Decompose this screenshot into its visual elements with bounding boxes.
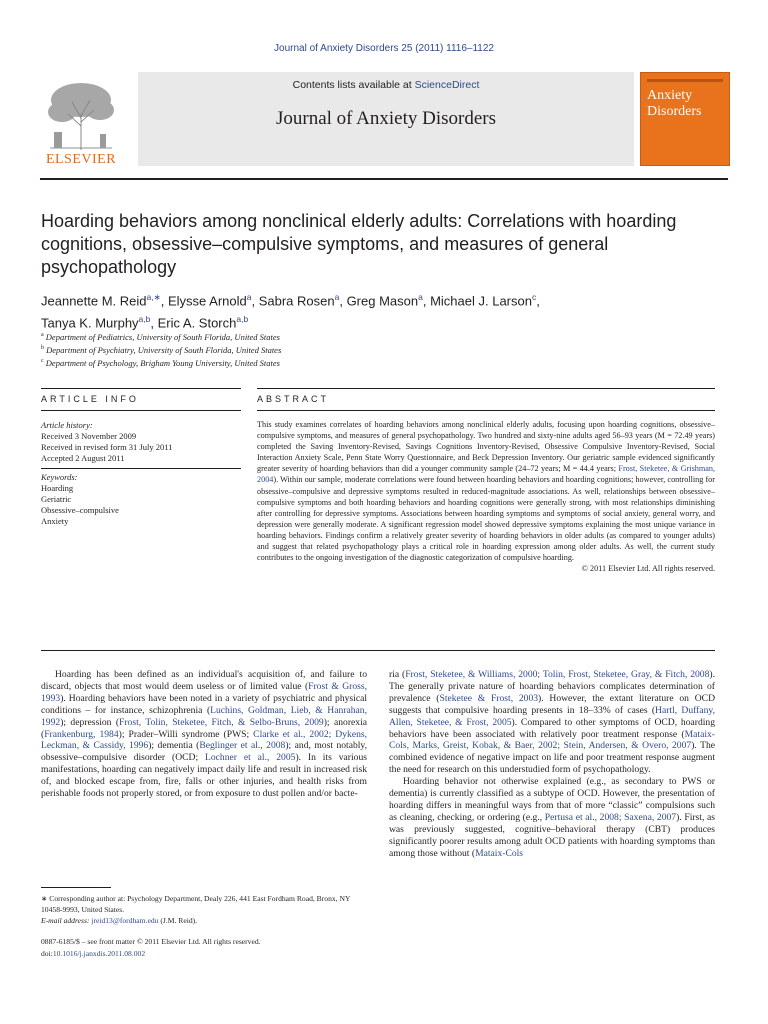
affiliation-b: $^b$ Department of Psychiatry, University of South Florida, United States: [41, 344, 282, 355]
contents-line: [138, 79, 634, 91]
citation-link[interactable]: Clarke et al., 2002; Dykens, Leckman, & Cassidy, 1996: [41, 728, 368, 752]
citation-link[interactable]: Steketee & Frost, 2003: [439, 692, 539, 704]
front-matter-info: [41, 936, 371, 960]
tree-icon: [40, 80, 122, 152]
cover-title-line2: Disorders: [647, 104, 702, 119]
cover-stripe: [647, 79, 723, 82]
article-info-subrule: [41, 410, 241, 411]
email-link[interactable]: jreid13@fordham.edu: [91, 916, 159, 925]
author-affil-mark[interactable]: a: [334, 292, 340, 302]
keyword: Hoarding: [41, 483, 74, 493]
affiliation-c: $^c$ Department of Psychology, Brigham Young University, United States: [41, 357, 280, 368]
journal-reference[interactable]: Journal of Anxiety Disorders 25 (2011) 1116–1122: [274, 43, 494, 54]
sciencedirect-link[interactable]: ScienceDirect: [414, 79, 480, 91]
author-name[interactable]: Sabra Rosen: [258, 293, 335, 309]
author-affil-mark[interactable]: c: [531, 292, 537, 302]
body-column-left: [41, 669, 367, 800]
citation-link[interactable]: Frost, Tolin, Steketee, Fitch, & Selbo-Bruns, 2009: [119, 716, 324, 728]
journal-masthead: [138, 72, 634, 166]
author-affil-mark[interactable]: a,b: [236, 314, 249, 325]
author-name[interactable]: Elysse Arnold: [167, 293, 247, 309]
author-affil-mark[interactable]: a,b: [138, 314, 151, 325]
keyword: Anxiety: [41, 516, 69, 526]
doi-link[interactable]: 10.1016/j.janxdis.2011.08.002: [52, 949, 146, 958]
footnote-rule: [41, 887, 111, 888]
journal-name: Journal of Anxiety Disorders: [275, 108, 497, 129]
accepted-date: Accepted 2 August 2011: [41, 453, 125, 463]
corresponding-author-note: ∗ Corresponding author at: Psychology Department, Dealy 226, 441 East Fordham Road, Bronx, NY 10458-9993, United States.: [41, 894, 351, 914]
citation-link[interactable]: Mataix-Cols, Marks, Greist, Kobak, & Baer, 2002; Stein, Andersen, & Overo, 2007: [389, 728, 715, 752]
article-info: [41, 420, 241, 527]
keyword: Geriatric: [41, 494, 72, 504]
affiliation-a: $^a$ Department of Pediatrics, University of South Florida, United States: [41, 331, 280, 342]
email-line: E-mail address: jreid13@fordham.edu (J.M. Reid).: [41, 916, 198, 925]
revised-date: Received in revised form 31 July 2011: [41, 442, 173, 452]
body-paragraph: ria (Frost, Steketee, & Williams, 2000; Tolin, Frost, Steketee, Gray, & Fitch, 2008). The generally private nature of hoarding behaviors complicates determination of prevalence (Steketee & Frost, 2003). However, the extant literature on OCD suggests that compulsive hoarding presents in 18–33% of cases (Hartl, Duffany, Allen, Steketee, & Frost, 2005). Compared to other symptoms of OCD, hoarding behaviors have been associated with relatively poor treatment response (Mataix-Cols, Marks, Greist, Kobak, & Baer, 2002; Stein, Andersen, & Overo, 2007). The combined evidence of negative impact on life and poor treatment response augment the need for research on this understudied form of psychopathology.: [389, 669, 716, 776]
doi-line: doi:10.1016/j.janxdis.2011.08.002: [41, 949, 146, 958]
publisher-wordmark: ELSEVIER: [45, 152, 117, 167]
body-paragraph: Hoarding has been defined as an individual's acquisition of, and failure to discard, objects that most would deem useless or of limited value (Frost & Gross, 1993). Hoarding behaviors have been noted in a variety of psychiatric and physical conditions – for instance, schizophrenia (Luchins, Goldman, Lieb, & Hanrahan, 1992); depression (Frost, Tolin, Steketee, Fitch, & Selbo-Bruns, 2009); anorexia (Frankenburg, 1984); Prader–Willi syndrome (PWS; Clarke et al., 2002; Dykens, Leckman, & Cassidy, 1996); dementia (Beglinger et al., 2008); and, most notably, obsessive–compulsive disorder (OCD; Lochner et al., 2005). In its various manifestations, hoarding can negatively impact daily life and result in increased risk of, and blocked escape from, fire, falls or other injuries, and health risks from perishable foods not properly stored, or from exposure to dust pollen and/or bacte-: [41, 669, 368, 800]
citation-link[interactable]: Frankenburg, 1984: [44, 728, 119, 740]
author-name[interactable]: Eric A. Storch: [157, 315, 237, 331]
keywords-rule: [41, 468, 241, 469]
copyright: © 2011 Elsevier Ltd. All rights reserved.: [581, 564, 715, 574]
citation-link[interactable]: Luchins, Goldman, Lieb, & Hanrahan, 1992: [41, 704, 367, 728]
article-info-heading: ARTICLE INFO: [41, 394, 139, 404]
citation-link[interactable]: Frost, Steketee, & Williams, 2000; Tolin, Frost, Steketee, Gray, & Fitch, 2008: [405, 669, 710, 680]
keywords-label: Keywords:: [41, 472, 78, 482]
footnote: [41, 893, 371, 926]
abstract-subrule: [257, 410, 715, 411]
article-title: Hoarding behaviors among nonclinical elderly adults: Correlations with hoarding cognitions, obsessive–compulsive symptoms, and measures of general psychopathology: [41, 211, 677, 277]
citation-link[interactable]: Hartl, Duffany, Allen, Steketee, & Frost, 2005: [389, 704, 716, 728]
author-name[interactable]: Greg Mason: [346, 293, 419, 309]
issn-line: 0887-6185/$ – see front matter © 2011 Elsevier Ltd. All rights reserved.: [41, 937, 261, 946]
history-label: Article history:: [41, 420, 93, 430]
citation-link[interactable]: Beglinger et al., 2008: [199, 740, 286, 752]
journal-cover[interactable]: [640, 72, 730, 166]
citation-link[interactable]: Frost & Gross, 1993: [41, 680, 367, 704]
citation-link[interactable]: Pertusa et al., 2008; Saxena, 2007: [544, 811, 677, 823]
abstract-rule: [257, 388, 715, 389]
author-name[interactable]: Tanya K. Murphy: [41, 315, 139, 331]
author-affil-mark[interactable]: a: [246, 292, 252, 302]
article-info-rule: [41, 388, 241, 389]
abstract-text: This study examines correlates of hoarding behaviors among nonclinical elderly adults, focusing upon hoarding cognitions, obsessive–compulsive symptoms, and measures of general psychopathology. Two hundred and sixty-nine adults aged 56–93 years (M = 72.49 years) completed the Saving Inventory-Revised, Savings Cognitions Inventory-Revised, Obsessive Compulsive Inventory-Revised, Social Interaction Anxiety Scale, Penn State Worry Questionnaire, and Beck Depression Inventory. Our geriatric sample evidenced significantly greater severity of hoarding behaviors than did a younger community sample (24–72 years; M = 44.4 years; Frost, Steketee, & Grishman, 2004). Within our sample, moderate correlations were found between hoarding behaviors and hoarding cognitions; however, controlling for obsessive–compulsive and depressive symptoms resulted in reduced-magnitude associations. As well, relationships between obsessive–compulsive symptoms and both hoarding behaviors and hoarding cognitions were generally strong, with most relationships diminishing after controlling for depressive symptoms. Associations between hoarding symptoms and symptoms of social anxiety, general worry, and depression were generally moderate. A significant regression model showed depressive symptoms explaining the most unique variance in hoarding behaviors. Findings confirm a relatively greater severity of hoarding behaviors in older adults (as compared to younger adults) and suggest that related psychopathology plays a critical role in hoarding expression among older adults. As well, the current study contributes to the ongoing investigation of the diagnostic categorization of compulsive hoarding. © 2011 Elsevier Ltd. All rights reserved.: [257, 420, 715, 574]
author-name[interactable]: Jeannette M. Reid: [41, 293, 147, 309]
cover-title-line1: Anxiety: [647, 88, 693, 103]
contents-prefix: Contents lists available at: [292, 79, 415, 91]
elsevier-logo: [40, 80, 122, 166]
author-list: Jeannette M. Reid$^{a,∗}$, Elysse Arnold$^a$, Sabra Rosen$^a$, Greg Mason$^a$, Michael J. Larson$^c$, Tanya K. Murphy$^{a,b}$, Eric A. Storch$^{a,b}$: [41, 292, 540, 331]
author-name[interactable]: Michael J. Larson: [430, 293, 532, 309]
body-paragraph: Hoarding behavior not otherwise explained (e.g., as secondary to PWS or dementia) is currently classified as a subtype of OCD. However, the presentation of hoarding differs in meaningful ways from that of more “classic” compulsions such as cleaning, checking, or ordering (e.g., Pertusa et al., 2008; Saxena, 2007). First, as was previously suggested, cognitive–behavioral therapy (CBT) produces significantly poorer results among adult OCD patients with hoarding symptoms than among those without (Mataix-Cols: [389, 776, 715, 859]
body-column-right: [389, 669, 715, 860]
citation-link[interactable]: Frost, Steketee, & Grishman, 2004: [257, 464, 715, 485]
header-rule: [40, 178, 728, 180]
author-affil-mark[interactable]: a,∗: [146, 292, 161, 302]
abstract-bottom-rule: [41, 650, 715, 651]
abstract-heading: ABSTRACT: [257, 394, 330, 404]
author-affil-mark[interactable]: a: [418, 292, 423, 302]
received-date: Received 3 November 2009: [41, 431, 137, 441]
affiliations: [41, 330, 441, 368]
keyword: Obsessive–compulsive: [41, 505, 119, 515]
citation-link[interactable]: Lochner et al., 2005: [205, 752, 296, 764]
citation-link[interactable]: Mataix-Cols: [475, 847, 524, 859]
